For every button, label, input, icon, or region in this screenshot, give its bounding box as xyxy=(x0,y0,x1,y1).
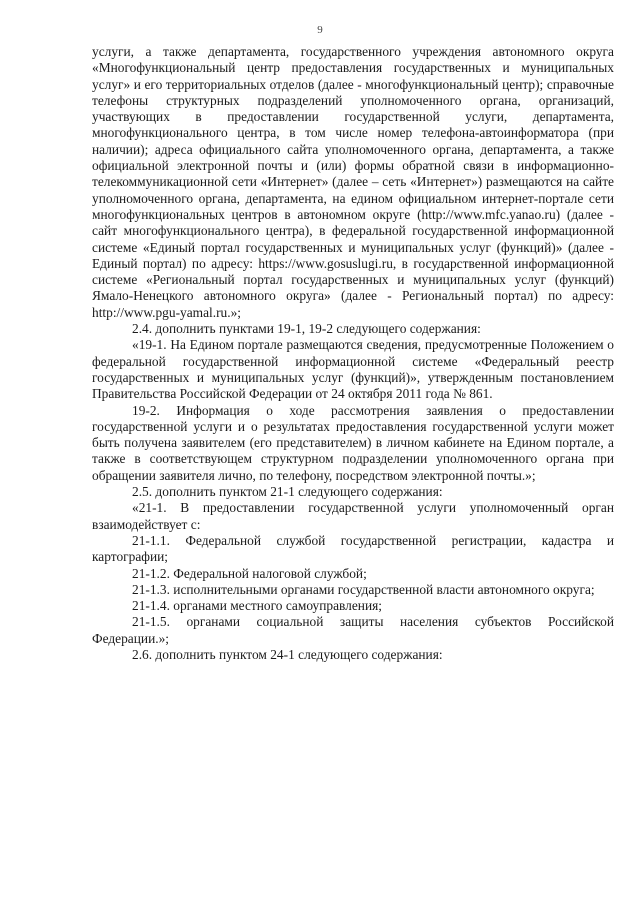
paragraph-amendment-2-4: 2.4. дополнить пунктами 19-1, 19-2 следующего содержания: xyxy=(132,321,481,337)
paragraph-amendment-2-6: 2.6. дополнить пунктом 24-1 следующего содержания: xyxy=(132,646,443,662)
paragraph-clause-21-1-2: 21-1.2. Федеральной налоговой службой; xyxy=(132,565,367,581)
paragraph-clause-21-1-4: 21-1.4. органами местного самоуправления; xyxy=(132,598,383,614)
paragraph-clause-21-1-1: 21-1.1. Федеральной службой государственной регистрации, кадастра и картографии; xyxy=(92,532,614,565)
document-body xyxy=(92,44,614,663)
paragraph-clause-21-1: «21-1. В предоставлении государственной услуги уполномоченный орган взаимодействует с: xyxy=(92,500,614,532)
paragraph-amendment-2-5: 2.5. дополнить пунктом 21-1 следующего содержания: xyxy=(132,484,443,500)
paragraph-clause-19-1: «19-1. На Едином портале размещаются сведения, предусмотренные Положением о федеральной государственной информационной системе «Федеральный реестр государственных и муниципальных услуг (функций)», утвержденным постановлением Правительства Российской Федерации от 24 октября 2011 года № 861. xyxy=(92,337,614,402)
page-number: 9 xyxy=(317,24,323,36)
paragraph-clause-19-2: 19-2. Информация о ходе рассмотрения заявления о предоставлении государственной услуги и о результатах предоставления государственной услуги может быть получена заявителем (его представителем) в личном кабинете на Едином портале, а также в соответствующем структурном подразделении уполномоченного органа при обращении заявителя лично, по телефону, посредством электронной почты.»; xyxy=(92,402,614,483)
paragraph-clause-21-1-3: 21-1.3. исполнительными органами государственной власти автономного округа; xyxy=(132,581,595,597)
paragraph-clause-21-1-5: 21-1.5. органами социальной защиты населения субъектов Российской Федерации.»; xyxy=(92,614,614,646)
paragraph-info-sources: услуги, а также департамента, государственного учреждения автономного округа «Многофункциональный центр предоставления государственных и муниципальных услуг» и его территориальных отделов (далее - многофункциональный центр); справочные телефоны структурных подразделений уполномоченного органа, организаций, участвующих в предоставлении государственной услуги, департамента, многофункционального центра, в том числе номер телефона-автоинформатора (при наличии); адреса официального сайта уполномоченного органа, департамента, а также официальной электронной почты и (или) формы обратной связи в информационно-телекоммуникационной сети «Интернет» (далее – сеть «Интернет») размещаются на сайте уполномоченного органа, департамента, на едином официальном интернет-портале сети многофункциональных центров в автономном округе (http://www.mfc.yanao.ru) (далее - сайт многофункционального центра), в федеральной государственной информационной системе «Единый портал государственных и муниципальных услуг (функций)» (далее - Единый портал) по адресу: https://www.gosuslugi.ru, в государственной информационной системе «Региональный портал государственных и муниципальных услуг (функций) Ямало-Ненецкого автономного округа» (далее - Региональный портал) по адресу: http://www.pgu-yamal.ru.»; xyxy=(92,44,614,320)
